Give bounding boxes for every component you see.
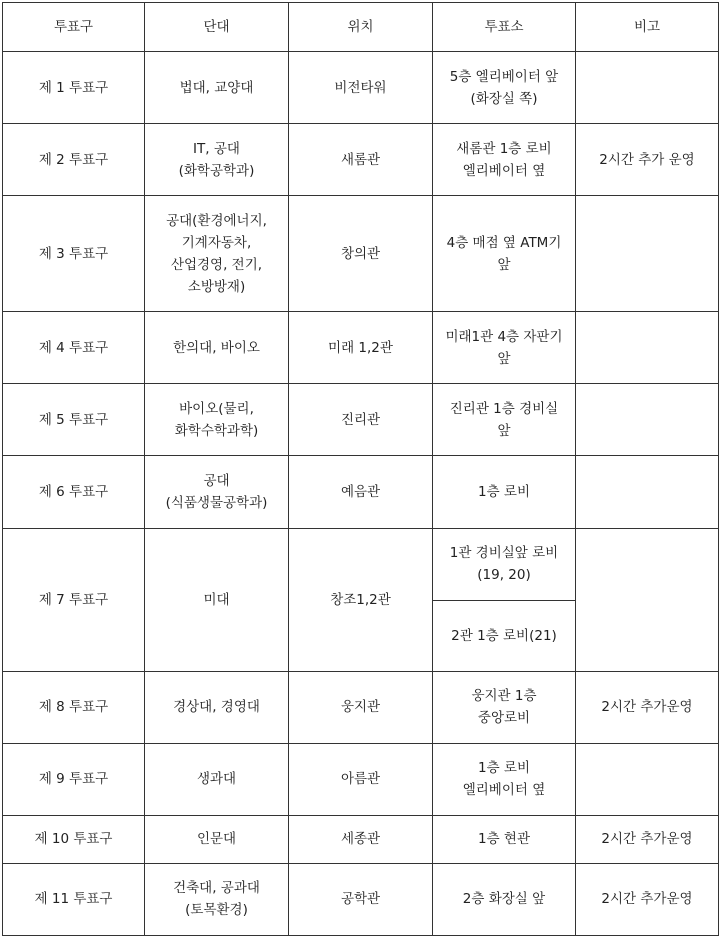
- college-cell: 바이오(물리, 화학수학과학): [145, 384, 289, 456]
- location-cell: 새롬관: [289, 124, 433, 196]
- table-row: [3, 743, 719, 815]
- table-row: [3, 863, 719, 935]
- header-location: 위치: [289, 3, 433, 52]
- note-cell: [576, 528, 719, 671]
- location-cell: 세종관: [289, 815, 433, 863]
- location-cell: 미래 1,2관: [289, 312, 433, 384]
- note-cell: [576, 52, 719, 124]
- district-cell: 제 1 투표구: [3, 52, 145, 124]
- table-row: [3, 52, 719, 124]
- college-cell: 경상대, 경영대: [145, 671, 289, 743]
- district-cell: 제 2 투표구: [3, 124, 145, 196]
- header-row: [3, 3, 719, 52]
- college-cell: 법대, 교양대: [145, 52, 289, 124]
- table-row: [3, 456, 719, 528]
- table-row: [3, 671, 719, 743]
- booth-cell: 미래1관 4층 자판기 앞: [433, 312, 576, 384]
- district-cell: 제 4 투표구: [3, 312, 145, 384]
- district-cell: 제 3 투표구: [3, 196, 145, 312]
- location-cell: 아름관: [289, 743, 433, 815]
- booth-cell: 새롬관 1층 로비 엘리베이터 옆: [433, 124, 576, 196]
- booth-cell: 2관 1층 로비(21): [433, 600, 576, 671]
- header-booth: 투표소: [433, 3, 576, 52]
- location-cell: 창조1,2관: [289, 528, 433, 671]
- table-row: [3, 124, 719, 196]
- college-cell: 한의대, 바이오: [145, 312, 289, 384]
- note-cell: [576, 743, 719, 815]
- note-cell: 2시간 추가운영: [576, 671, 719, 743]
- note-cell: [576, 384, 719, 456]
- booth-cell: 2층 화장실 앞: [433, 863, 576, 935]
- header-note: 비고: [576, 3, 719, 52]
- booth-cell: 4층 매점 옆 ATM기 앞: [433, 196, 576, 312]
- college-cell: 인문대: [145, 815, 289, 863]
- booth-cell: 5층 엘리베이터 앞 (화장실 쪽): [433, 52, 576, 124]
- polling-table: [2, 2, 719, 936]
- location-cell: 창의관: [289, 196, 433, 312]
- district-cell: 제 5 투표구: [3, 384, 145, 456]
- header-district: 투표구: [3, 3, 145, 52]
- college-cell: 공대(환경에너지, 기계자동차, 산업경영, 전기, 소방방재): [145, 196, 289, 312]
- location-cell: 비전타워: [289, 52, 433, 124]
- header-college: 단대: [145, 3, 289, 52]
- note-cell: 2시간 추가 운영: [576, 124, 719, 196]
- booth-cell: 1관 경비실앞 로비 (19, 20): [433, 528, 576, 600]
- district-cell: 제 7 투표구: [3, 528, 145, 671]
- location-cell: 예음관: [289, 456, 433, 528]
- college-cell: 생과대: [145, 743, 289, 815]
- district-cell: 제 8 투표구: [3, 671, 145, 743]
- district-cell: 제 9 투표구: [3, 743, 145, 815]
- district-cell: 제 10 투표구: [3, 815, 145, 863]
- note-cell: 2시간 추가운영: [576, 863, 719, 935]
- note-cell: [576, 312, 719, 384]
- booth-cell: 1층 현관: [433, 815, 576, 863]
- table-row: [3, 312, 719, 384]
- booth-cell: 웅지관 1층 중앙로비: [433, 671, 576, 743]
- college-cell: IT, 공대 (화학공학과): [145, 124, 289, 196]
- location-cell: 진리관: [289, 384, 433, 456]
- table-row: [3, 528, 719, 600]
- note-cell: 2시간 추가운영: [576, 815, 719, 863]
- location-cell: 웅지관: [289, 671, 433, 743]
- table-row: [3, 815, 719, 863]
- district-cell: 제 11 투표구: [3, 863, 145, 935]
- district-cell: 제 6 투표구: [3, 456, 145, 528]
- table-row: [3, 384, 719, 456]
- college-cell: 공대 (식품생물공학과): [145, 456, 289, 528]
- table-row: [3, 196, 719, 312]
- note-cell: [576, 456, 719, 528]
- booth-cell: 진리관 1층 경비실 앞: [433, 384, 576, 456]
- college-cell: 건축대, 공과대 (토목환경): [145, 863, 289, 935]
- location-cell: 공학관: [289, 863, 433, 935]
- booth-cell: 1층 로비: [433, 456, 576, 528]
- booth-cell: 1층 로비 엘리베이터 옆: [433, 743, 576, 815]
- note-cell: [576, 196, 719, 312]
- college-cell: 미대: [145, 528, 289, 671]
